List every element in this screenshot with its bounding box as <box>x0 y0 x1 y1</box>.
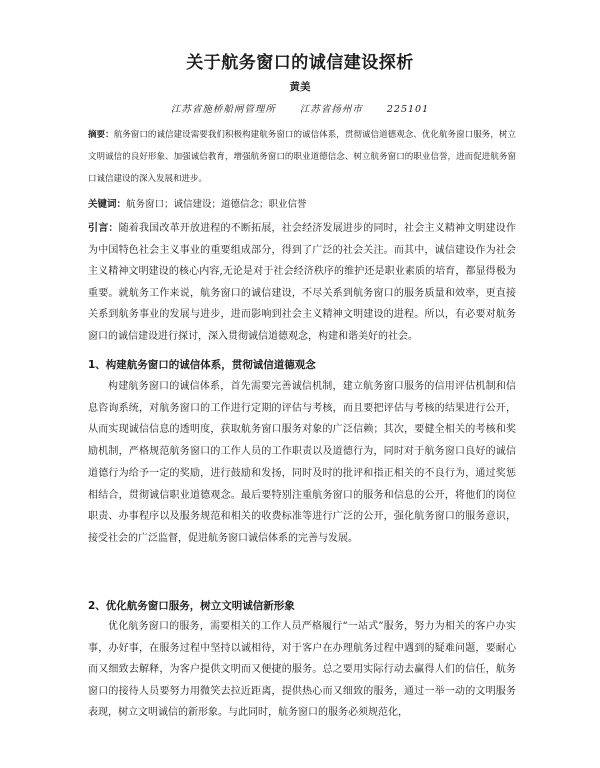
keywords-text: 航务窗口；诚信建设；道德信念；职业信誉 <box>126 199 307 210</box>
section-2-body: 优化航务窗口的服务，需要相关的工作人员严格履行“一站式”服务，努力为相关的客户办实事，办好事，在服务过程中坚持以诚相待，对于客户在办理航务过程中遇到的疑难问题，要耐心而又细致去解释，为客户提供文明而又便捷的服务。总之要用实际行动去赢得人们的信任，航务窗口的接待人员要努力用微笑去拉近距离，提供热心而又细致的服务，通过一举一动的文明服务表现，树立文明诚信的新形象。与此同时，航务窗口的服务必须规范化， <box>88 621 516 718</box>
abstract-label: 摘要： <box>88 130 114 140</box>
section-1-heading: 1、构建航务窗口的诚信体系，贯彻诚信道德观念 <box>88 359 316 371</box>
intro-text: 随着我国改革开放进程的不断拓展，社会经济发展进步的同时，社会主义精神文明建设作为中国特色社会主义事业的重要组成部分，得到了广泛的社会关注。而其中，诚信建设作为社会主义精神文明建设的核心内容,无论是对于社会经济秩序的维护还是职业素质的培育，都显得极为重要。就航务工作来说，航务窗口的诚信建设，不尽关系到航务窗口的服务质量和效率，更直接关系到航务事业的发展与进步，进而影响到社会主义精神文明建设的进程。所以，有必要对航务窗口的诚信建设进行探讨，深入贯彻诚信道德观念，构建和谐美好的社会。 <box>88 223 517 342</box>
section-2-heading: 2、优化航务窗口服务，树立文明诚信新形象 <box>88 600 295 612</box>
affiliation-line <box>0 101 600 115</box>
author-name: 黄美 <box>289 81 311 93</box>
affiliation-org: 江苏省施桥船闸管理所 <box>170 104 276 115</box>
intro-label: 引言： <box>88 223 119 234</box>
abstract <box>88 124 516 190</box>
abstract-text: 航务窗口的诚信建设需要我们积极构建航务窗口的诚信体系，贯彻诚信道德观念、优化航务窗口服务，树立文明诚信的良好形象、加强诚信教育，增强航务窗口的职业道德信念、树立航务窗口的职业信誉，进而促进航务窗口诚信建设的深入发展和进步。 <box>88 130 516 184</box>
introduction <box>88 218 516 347</box>
keywords-label: 关键词： <box>88 199 127 210</box>
paper-title: 关于航务窗口的诚信建设探析 <box>186 53 414 73</box>
affiliation-postcode: 225101 <box>386 104 430 115</box>
affiliation-city: 江苏省扬州市 <box>299 104 363 115</box>
section-1-body: 构建航务窗口的诚信体系，首先需要完善诚信机制，建立航务窗口服务的信用评估机制和信息咨询系统，对航务窗口的工作进行定期的评估与考核，而且要把评估与考核的结果进行公开，从而实现诚信信息的透明度，获取航务窗口服务对象的广泛信赖；其次，要健全相关的考核和奖励机制，严格规范航务窗口的工作人员的工作职责以及道德行为，同时对于航务窗口良好的诚信道德行为给予一定的奖励，进行鼓励和发扬，同时及时的批评和指正相关的不良行为，通过奖惩相结合，贯彻诚信职业道德观念。最后要特别注重航务窗口的服务和信息的公开，将他们的岗位职责、办事程序以及服务规范和相关的收费标准等进行广泛的公开，强化航务窗口的服务意识，接受社会的广泛监督，促进航务窗口诚信体系的完善与发展。 <box>88 381 516 544</box>
keywords <box>88 196 516 214</box>
